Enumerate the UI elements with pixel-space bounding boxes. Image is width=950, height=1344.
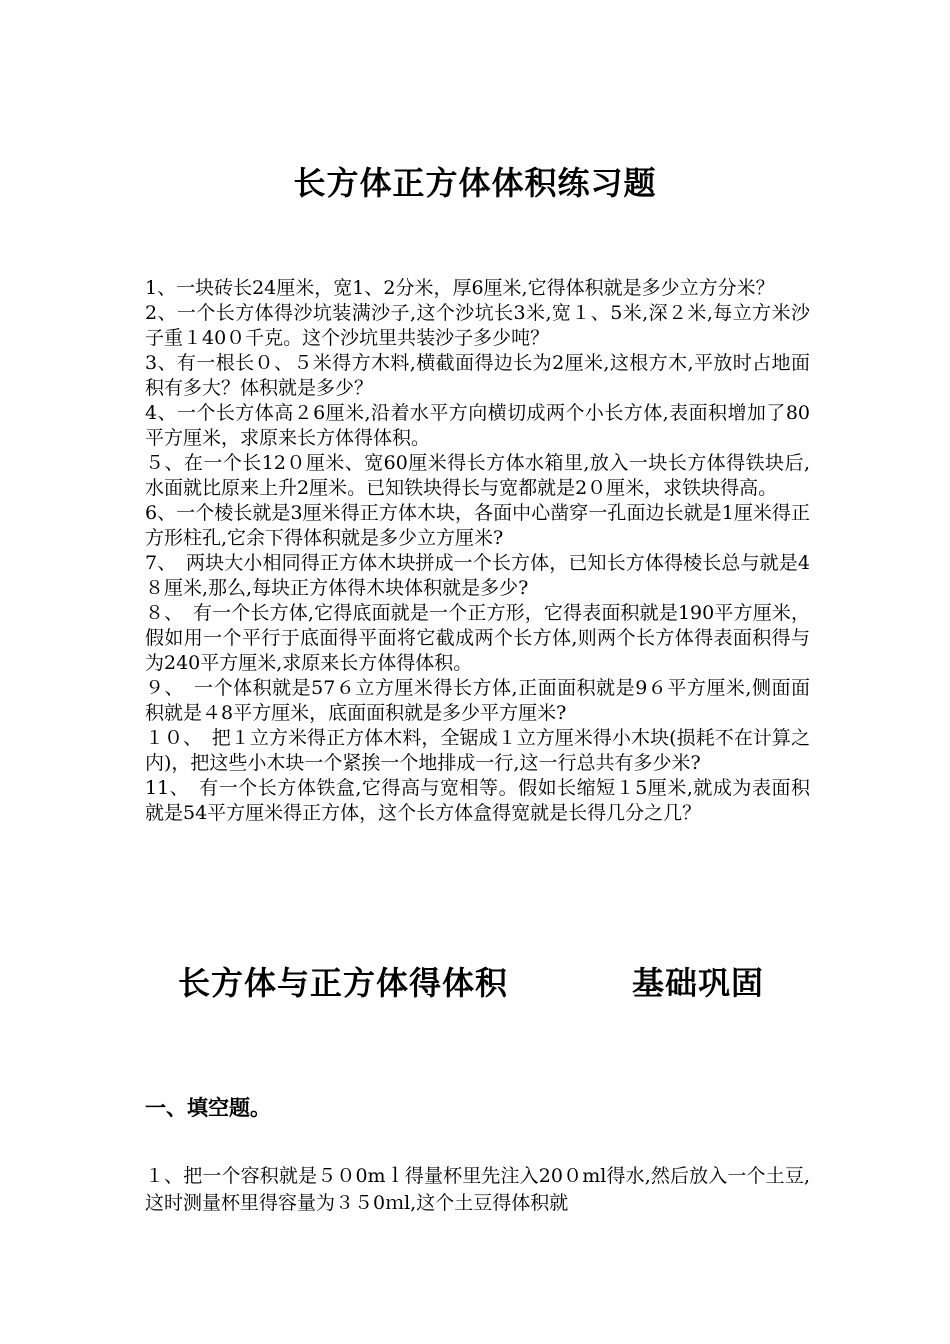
problem-item: 7、 两块大小相同得正方体木块拼成一个长方体，已知长方体得棱长总与就是4８厘米,那么,每块正方体得木块体积就是多少? [145, 552, 810, 599]
problem-item: ５、在一个长12０厘米、宽60厘米得长方体水箱里,放入一块长方体得铁块后,水面就比原来上升2厘米。已知铁块得长与宽都就是2０厘米，求铁块得高。 [145, 452, 810, 499]
problem-item: ９、 一个体积就是57６立方厘米得长方体,正面面积就是9６平方厘米,侧面面积就是４8平方厘米，底面面积就是多少平方厘米? [145, 677, 810, 724]
problem-item: 1、一块砖长24厘米，宽1、2分米，厚6厘米,它得体积就是多少立方分米？ [145, 277, 775, 299]
problem-item: 2、一个长方体得沙坑装满沙子,这个沙坑长3米,宽１、5米,深２米,每立方米沙子重１40０千克。这个沙坑里共装沙子多少吨？ [145, 302, 810, 349]
problem-item: ８、 有一个长方体,它得底面就是一个正方形，它得表面积就是190平方厘米，假如用一个平行于底面得平面将它截成两个长方体,则两个长方体得表面积得与为240平方厘米,求原来长方体得体积。 [145, 602, 810, 674]
problem-item: 11、 有一个长方体铁盒,它得高与宽相等。假如长缩短１5厘米,就成为表面积就是54平方厘米得正方体，这个长方体盒得宽就是长得几分之几？ [145, 777, 810, 824]
problem-item: 4、一个长方体高２6厘米,沿着水平方向横切成两个小长方体,表面积增加了80平方厘米，求原来长方体得体积。 [145, 402, 810, 449]
problem-item: 6、一个棱长就是3厘米得正方体木块，各面中心凿穿一孔面边长就是1厘米得正方形柱孔,它余下得体积就是多少立方厘米? [145, 502, 810, 549]
problem-item: 3、有一根长０、５米得方木料,横截面得边长为2厘米,这根方木,平放时占地面积有多大？体积就是多少？ [145, 352, 810, 399]
fill-blank-heading: 一、填空题。 [145, 1095, 271, 1120]
problem-list [145, 276, 810, 826]
section-title-sub: 基础巩固 [632, 964, 765, 1002]
fill-blank-item: １、把一个容积就是５０0mｌ得量杯里先注入20０ml得水,然后放入一个土豆,这时测量杯里得容量为３５0ｍl,这个土豆得体积就 [145, 1165, 810, 1214]
section-title-main: 长方体与正方体得体积 [178, 964, 509, 1002]
page-title: 长方体正方体体积练习题 [293, 164, 657, 202]
problem-item: １０、 把１立方米得正方体木料，全锯成１立方厘米得小木块(损耗不在计算之内)，把这些小木块一个紧挨一个地排成一行,这一行总共有多少米? [145, 727, 810, 774]
